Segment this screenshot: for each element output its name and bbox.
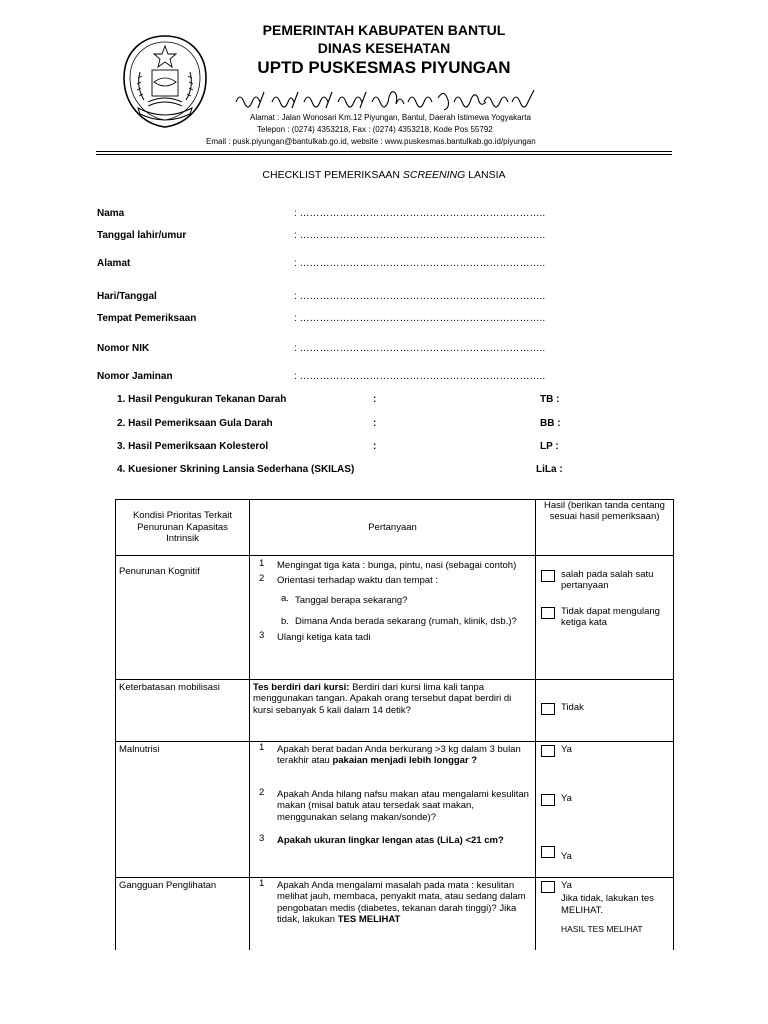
department-name: DINAS KESEHATAN xyxy=(317,40,451,56)
field-value-tanggal-lahir[interactable]: : ……………………………………………………………….. xyxy=(294,230,546,241)
question-number: 3 xyxy=(259,629,265,641)
question-text: Ulangi ketiga kata tadi xyxy=(277,631,371,643)
result-cell-kognitif xyxy=(536,556,674,680)
question-heading: Tes berdiri dari kursi: xyxy=(253,682,350,693)
field-label-alamat: Alamat xyxy=(97,258,131,269)
result-option xyxy=(539,569,670,592)
field-value-nama[interactable]: : ……………………………………………………………….. xyxy=(294,208,546,219)
phone-line: Telepon : (0274) 4353218, Fax : (0274) 4353218, Kode Pos 55792 xyxy=(257,125,493,134)
condition-mobilisasi: Keterbatasan mobilisasi xyxy=(116,680,250,742)
header-condition: Kondisi Prioritas Terkait Penurunan Kapasitas Intrinsik xyxy=(116,500,250,556)
question-text: Dimana Anda berada sekarang (rumah, klinik, dsb.)? xyxy=(295,616,517,628)
list-item xyxy=(253,592,532,606)
question-number: 1 xyxy=(259,742,265,753)
field-value-nik[interactable]: : ……………………………………………………………….. xyxy=(294,343,546,354)
email-website-line: Email : pusk.piyungan@bantulkab.go.id, website : www.puskesmas.bantulkab.go.id/piyungan xyxy=(206,137,536,146)
condition-penglihatan: Gangguan Penglihatan xyxy=(116,878,250,950)
title-suffix: LANSIA xyxy=(465,169,506,181)
result-colon-kolesterol: : xyxy=(373,441,377,452)
result-colon-gula-darah: : xyxy=(373,418,377,429)
question-text-bold: TES MELIHAT xyxy=(337,914,401,926)
question-cell-penglihatan xyxy=(250,878,536,950)
result-option xyxy=(539,880,670,891)
field-label-nama: Nama xyxy=(97,208,125,219)
field-label-hari-tanggal: Hari/Tanggal xyxy=(97,291,157,302)
result-option-label: Ya xyxy=(561,744,572,755)
question-text: Apakah Anda mengalami masalah pada mata : kesulitan melihat jauh, membaca, penyakit mata, atau sedang dalam pengobatan medis (diabetes, tekanan darah tinggi)? Jika tidak, lakukan xyxy=(277,880,526,926)
question-cell-kognitif xyxy=(250,556,536,680)
list-item xyxy=(253,880,532,926)
question-text: Berdiri dari kursi lima kali tanpa menggunakan tangan. Apakah orang tersebut dapat berdiri di kursi sebanyak 5 kali dalam 14 detik? xyxy=(253,682,512,716)
result-label-gula-darah: 2. Hasil Pemeriksaan Gula Darah xyxy=(117,418,273,429)
result-cell-mobilisasi xyxy=(536,680,674,742)
javanese-script-line xyxy=(232,84,542,114)
field-label-jaminan: Nomor Jaminan xyxy=(97,371,173,382)
field-value-jaminan[interactable]: : ……………………………………………………………….. xyxy=(294,371,546,382)
question-number: 3 xyxy=(259,832,265,844)
question-text: Apakah berat badan Anda berkurang >3 kg dalam 3 bulan terakhir atau xyxy=(277,744,521,767)
header-question: Pertanyaan xyxy=(250,500,536,556)
checkbox[interactable] xyxy=(541,745,555,757)
table-row xyxy=(116,878,674,950)
checkbox[interactable] xyxy=(541,881,555,893)
list-item xyxy=(253,575,532,586)
table-header-row xyxy=(116,500,674,556)
checkbox[interactable] xyxy=(541,607,555,619)
field-value-tempat[interactable]: : ……………………………………………………………….. xyxy=(294,313,546,324)
table-row xyxy=(116,680,674,742)
checkbox[interactable] xyxy=(541,703,555,715)
result-option xyxy=(539,702,670,713)
result-cell-penglihatan xyxy=(536,878,674,950)
field-value-alamat[interactable]: : ……………………………………………………………….. xyxy=(294,258,546,269)
header-divider-thick xyxy=(96,151,672,152)
result-lp: LP : xyxy=(540,441,559,452)
list-item xyxy=(253,616,532,627)
list-item xyxy=(253,786,532,823)
result-option-label: Ya xyxy=(561,793,572,805)
question-cell-mobilisasi xyxy=(250,680,536,742)
question-text-bold: Apakah ukuran lingkar lengan atas (LiLa) <21 cm? xyxy=(277,834,504,846)
condition-kognitif: Penurunan Kognitif xyxy=(116,556,250,680)
checkbox[interactable] xyxy=(541,570,555,582)
list-item xyxy=(253,560,532,571)
result-option-label: Ya xyxy=(561,850,572,862)
condition-malnutrisi: Malnutrisi xyxy=(116,742,250,878)
question-text: Tanggal berapa sekarang? xyxy=(295,594,408,606)
question-text: Mengingat tiga kata : bunga, pintu, nasi (sebagai contoh) xyxy=(277,560,517,571)
result-option xyxy=(539,845,670,862)
list-item xyxy=(253,832,532,846)
checkbox[interactable] xyxy=(541,846,555,858)
result-option-label: Tidak dapat mengulang ketiga kata xyxy=(561,605,660,629)
result-option-label: Tidak xyxy=(561,702,584,713)
question-number: 2 xyxy=(259,786,265,798)
result-label-kolesterol: 3. Hasil Pemeriksaan Kolesterol xyxy=(117,441,269,452)
header-divider-thin xyxy=(96,154,672,155)
question-text: Apakah Anda hilang nafsu makan atau mengalami kesulitan makan (misal batuk atau tersedak saat makan, menggunakan selang makan/sonde)? xyxy=(277,788,529,823)
question-number: 2 xyxy=(259,573,265,585)
checkbox[interactable] xyxy=(541,794,555,806)
field-label-nik: Nomor NIK xyxy=(97,343,150,354)
question-text: Orientasi terhadap waktu dan tempat : xyxy=(277,575,439,587)
title-italic: SCREENING xyxy=(402,169,466,181)
list-item xyxy=(253,629,532,643)
result-test-label: HASIL TES MELIHAT xyxy=(561,924,643,935)
field-label-tanggal-lahir: Tanggal lahir/umur xyxy=(97,230,187,241)
result-label-skilas: 4. Kuesioner Skrining Lansia Sederhana (SKILAS) xyxy=(117,464,355,475)
result-lila: LiLa : xyxy=(536,464,563,475)
result-label-tekanan-darah: 1. Hasil Pengukuran Tekanan Darah xyxy=(117,394,287,405)
result-option xyxy=(539,744,670,755)
question-letter: a. xyxy=(281,592,289,604)
title-prefix: CHECKLIST PEMERIKSAAN xyxy=(262,169,403,181)
field-value-hari-tanggal[interactable]: : ……………………………………………………………….. xyxy=(294,291,546,302)
question-cell-malnutrisi xyxy=(250,742,536,878)
field-label-tempat: Tempat Pemeriksaan xyxy=(97,313,197,324)
table-row xyxy=(116,742,674,878)
question-number: 1 xyxy=(259,558,265,569)
table-row xyxy=(116,556,674,680)
question-letter: b. xyxy=(281,616,289,628)
result-bb: BB : xyxy=(540,418,561,429)
list-item xyxy=(253,744,532,767)
unit-name: UPTD PUSKESMAS PIYUNGAN xyxy=(257,58,511,77)
screening-table xyxy=(115,499,674,950)
result-colon-tekanan-darah: : xyxy=(373,394,377,405)
question-text-bold: pakaian menjadi lebih longgar ? xyxy=(332,755,478,767)
result-tb: TB : xyxy=(540,394,560,405)
result-option-label: salah pada salah satu pertanyaan xyxy=(561,569,654,592)
result-option-label: Ya xyxy=(561,880,572,891)
header-result: Hasil (berikan tanda centang sesuai hasil pemeriksaan) xyxy=(536,500,674,556)
result-option xyxy=(539,606,670,629)
document-title xyxy=(0,169,768,181)
address-line: Alamat : Jalan Wonosari Km.12 Piyungan, Bantul, Daerah Istimewa Yogyakarta xyxy=(250,113,531,122)
question-number: 1 xyxy=(259,878,265,889)
result-cell-malnutrisi xyxy=(536,742,674,878)
government-name: PEMERINTAH KABUPATEN BANTUL xyxy=(262,22,506,38)
result-note: Jika tidak, lakukan tes MELIHAT. xyxy=(561,893,654,916)
result-option xyxy=(539,793,670,804)
